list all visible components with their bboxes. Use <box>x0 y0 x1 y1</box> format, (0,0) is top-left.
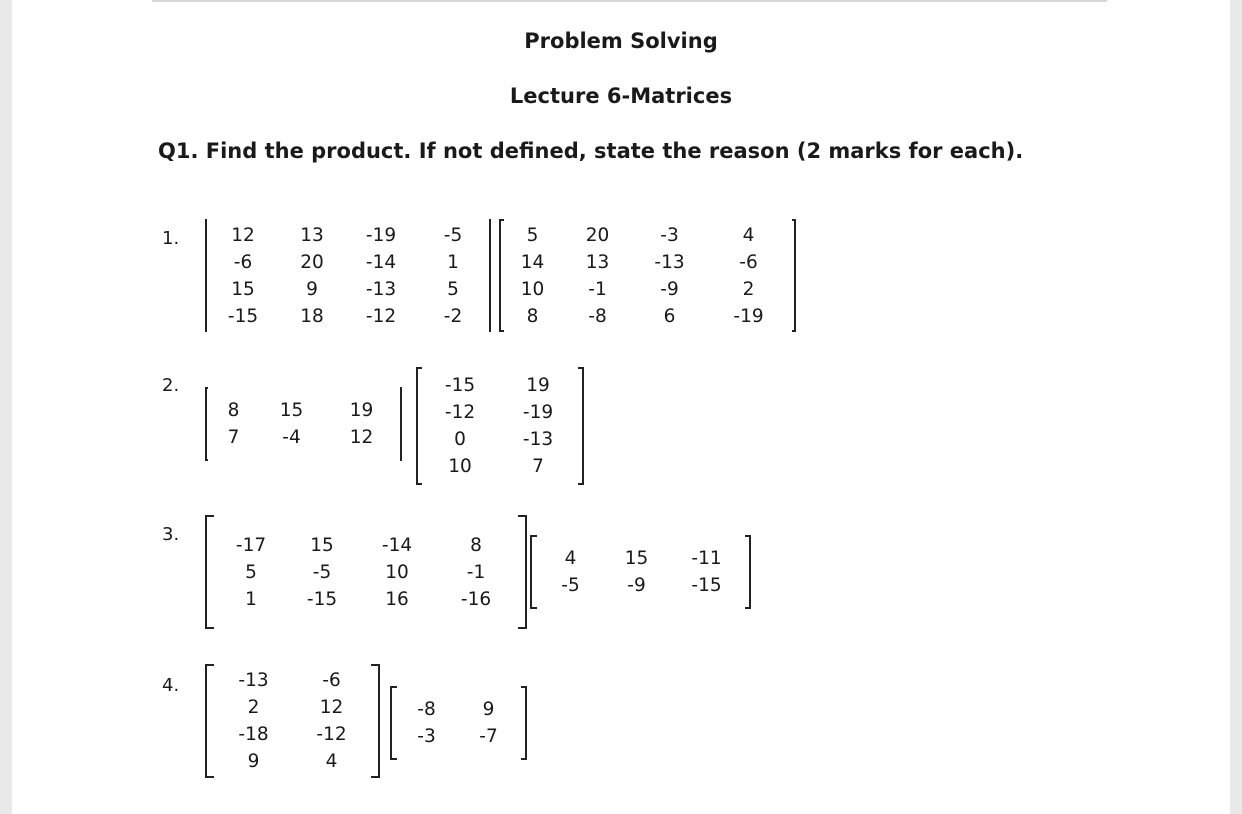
matrix-cell: -3 <box>417 726 436 747</box>
matrix-grid <box>397 686 521 760</box>
matrix-right-bracket <box>521 686 528 760</box>
matrix-cell: 15 <box>231 278 255 300</box>
matrix-left-bracket <box>205 664 214 778</box>
matrix-cell: 9 <box>482 699 495 720</box>
matrix-right-bracket <box>400 387 403 461</box>
matrix-cell: -13 <box>238 670 269 691</box>
matrix-cell: 4 <box>564 548 577 569</box>
matrix-cell: 2 <box>247 697 260 718</box>
matrix-cell: -4 <box>282 427 301 448</box>
problem-number: 1. <box>162 228 180 249</box>
matrix-cell: -13 <box>365 278 397 300</box>
matrix-grid <box>208 387 400 461</box>
matrix <box>205 664 380 778</box>
matrix-cell: 19 <box>349 400 374 421</box>
matrix-cell: -9 <box>660 278 679 300</box>
matrix-cell: -19 <box>733 305 764 327</box>
matrix-cell: 5 <box>447 278 459 300</box>
matrix-cell: 7 <box>532 456 544 477</box>
matrix-cell: 14 <box>520 251 545 273</box>
matrix-cell: 12 <box>231 224 255 246</box>
matrix-grid <box>214 515 518 629</box>
matrix-cell: 8 <box>526 305 539 327</box>
matrix-cell: 9 <box>247 751 260 772</box>
matrix-cell: -18 <box>238 724 269 745</box>
matrix-cell: -13 <box>522 429 554 450</box>
matrix-right-bracket <box>489 219 491 332</box>
matrix-cell: -12 <box>365 305 397 327</box>
matrix-cell: -19 <box>365 224 397 246</box>
matrix-cell: 20 <box>300 251 324 273</box>
matrix-cell: -12 <box>316 724 347 745</box>
problem-number: 3. <box>162 524 180 545</box>
matrix <box>499 219 796 332</box>
matrix <box>205 219 487 332</box>
matrix-cell: 10 <box>448 456 472 477</box>
matrix-cell: -8 <box>417 699 436 720</box>
problem-number: 4. <box>162 675 180 696</box>
matrix-grid <box>207 219 489 332</box>
matrix-cell: 2 <box>742 278 755 300</box>
matrix <box>205 515 527 629</box>
matrix-cell: -6 <box>233 251 253 273</box>
matrix-grid <box>504 219 792 332</box>
matrix-cell: 18 <box>300 305 324 327</box>
matrix-cell: -3 <box>660 224 679 246</box>
matrix-cell: 12 <box>319 697 344 718</box>
matrix-right-bracket <box>371 664 380 778</box>
page-top-divider <box>152 0 1107 2</box>
matrix-cell: -15 <box>691 575 722 596</box>
matrix-cell: 13 <box>300 224 324 246</box>
matrix-cell: -12 <box>444 402 476 423</box>
matrix-cell: -6 <box>322 670 341 691</box>
document-page <box>12 0 1230 814</box>
matrix-right-bracket <box>745 535 752 609</box>
matrix-grid <box>214 664 371 778</box>
matrix-cell: 10 <box>520 278 545 300</box>
matrix-cell: -2 <box>443 305 463 327</box>
matrix-cell: -11 <box>691 548 722 569</box>
matrix-grid <box>537 535 745 609</box>
matrix-cell: 6 <box>663 305 676 327</box>
document-title: Problem Solving <box>524 29 718 53</box>
matrix-cell: -17 <box>235 534 267 556</box>
matrix-cell: 4 <box>325 751 338 772</box>
matrix <box>416 367 584 485</box>
problem-number: 2. <box>162 375 180 396</box>
matrix-cell: -14 <box>365 251 397 273</box>
matrix <box>390 686 527 760</box>
matrix-cell: 4 <box>742 224 755 246</box>
matrix-grid <box>422 367 578 485</box>
matrix-cell: 1 <box>447 251 459 273</box>
matrix-cell: -13 <box>654 251 685 273</box>
matrix-cell: -8 <box>588 305 607 327</box>
matrix-right-bracket <box>518 515 527 629</box>
matrix-cell: 8 <box>470 534 482 556</box>
matrix-right-bracket <box>578 367 584 485</box>
question-text: Q1. Find the product. If not defined, state the reason (2 marks for each). <box>158 139 1024 163</box>
matrix-cell: -1 <box>588 278 607 300</box>
matrix-cell: -6 <box>739 251 758 273</box>
matrix-cell: -19 <box>522 402 554 423</box>
matrix-cell: 15 <box>310 534 334 556</box>
matrix-cell: -9 <box>627 575 646 596</box>
matrix-left-bracket <box>205 515 214 629</box>
matrix-cell: -14 <box>381 534 413 556</box>
matrix <box>530 535 751 609</box>
matrix-cell: 16 <box>385 588 409 610</box>
matrix-cell: -5 <box>443 224 463 246</box>
matrix-right-bracket <box>792 219 797 332</box>
matrix-cell: -15 <box>227 305 259 327</box>
matrix-cell: 1 <box>245 588 257 610</box>
matrix-cell: 5 <box>526 224 539 246</box>
matrix-cell: 13 <box>585 251 610 273</box>
matrix-cell: 15 <box>624 548 649 569</box>
matrix-cell: 7 <box>227 427 240 448</box>
matrix-cell: -1 <box>466 561 486 583</box>
matrix-cell: -15 <box>306 588 338 610</box>
matrix-cell: -16 <box>460 588 492 610</box>
matrix-cell: 19 <box>526 375 550 396</box>
matrix-cell: 8 <box>227 400 240 421</box>
matrix-cell: 12 <box>349 427 374 448</box>
document-subtitle: Lecture 6-Matrices <box>509 84 733 108</box>
matrix-cell: 15 <box>279 400 304 421</box>
matrix-cell: -7 <box>479 726 498 747</box>
matrix-cell: 9 <box>306 278 318 300</box>
matrix <box>205 387 402 461</box>
matrix-cell: -5 <box>312 561 332 583</box>
matrix-cell: 10 <box>385 561 409 583</box>
matrix-cell: -15 <box>444 375 476 396</box>
matrix-cell: 5 <box>245 561 257 583</box>
matrix-cell: 0 <box>454 429 466 450</box>
matrix-cell: 20 <box>585 224 610 246</box>
matrix-cell: -5 <box>561 575 580 596</box>
